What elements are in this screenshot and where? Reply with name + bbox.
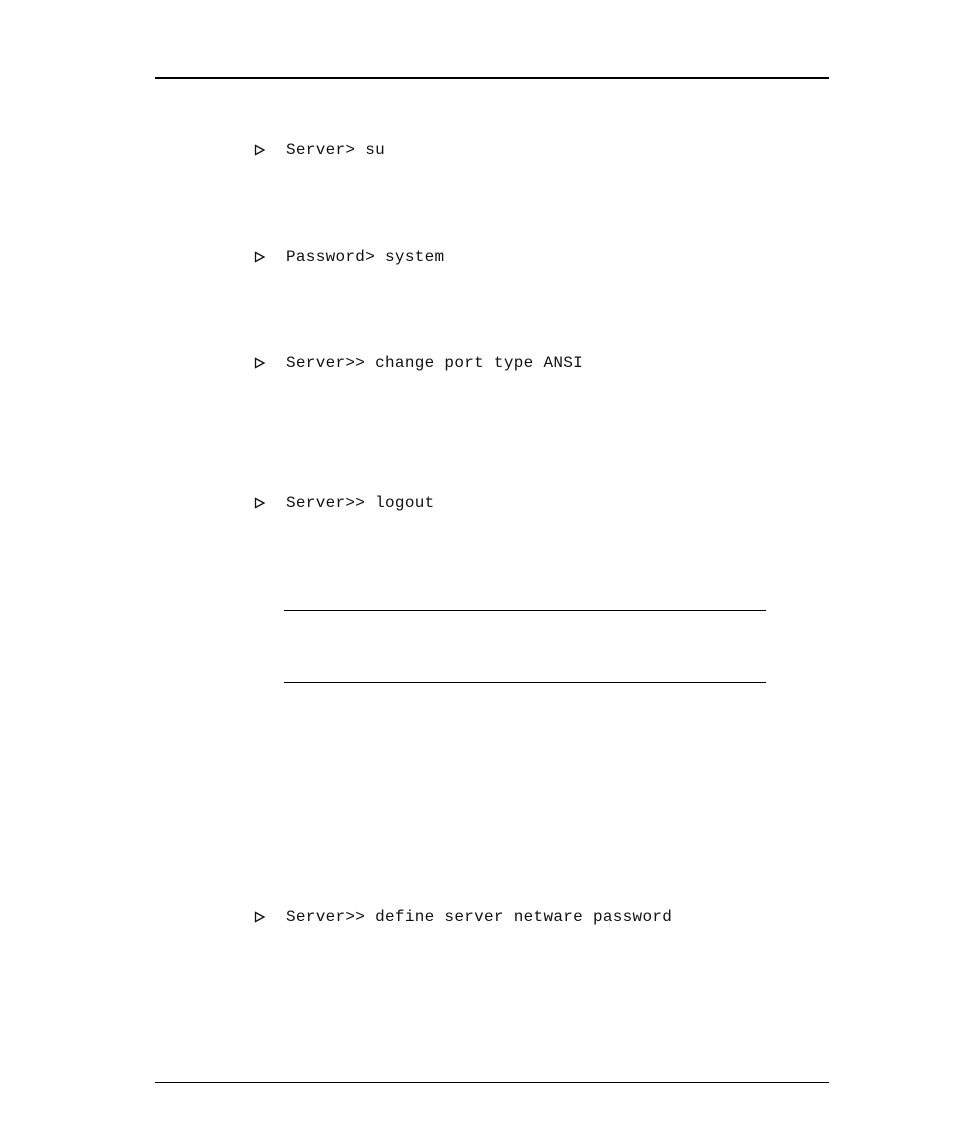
command-step-su xyxy=(254,140,386,160)
header-rule xyxy=(155,77,829,79)
command-step-change-port xyxy=(254,353,584,373)
note-rule-top xyxy=(284,610,766,611)
footer-rule xyxy=(155,1082,829,1083)
command-text: Server>> change port type ANSI xyxy=(286,354,584,372)
triangle-right-outline-icon xyxy=(254,144,266,156)
command-text: Server>> define server netware password xyxy=(286,908,673,926)
triangle-right-outline-icon xyxy=(254,911,266,923)
triangle-right-outline-icon xyxy=(254,497,266,509)
command-text: Server> su xyxy=(286,141,386,159)
command-text: Password> system xyxy=(286,248,445,266)
triangle-right-outline-icon xyxy=(254,251,266,263)
note-rule-bottom xyxy=(284,682,766,683)
command-step-define-password xyxy=(254,907,673,927)
command-step-logout xyxy=(254,493,435,513)
triangle-right-outline-icon xyxy=(254,357,266,369)
command-text: Server>> logout xyxy=(286,494,435,512)
command-step-password xyxy=(254,247,445,267)
